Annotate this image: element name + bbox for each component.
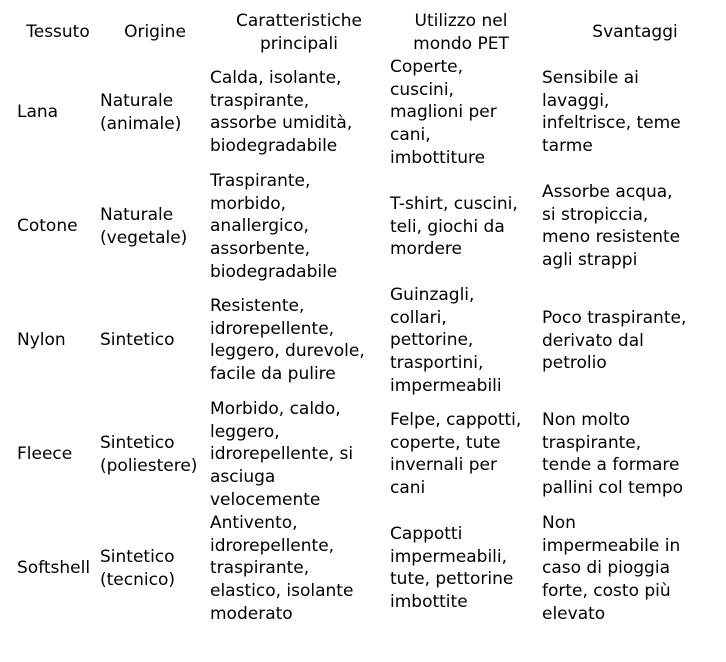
row-cotone-caratteristiche: Traspirante, morbido, anallergico, assorbente, biodegradabile (210, 171, 338, 282)
row-lana-svantaggi: Sensibile ai lavaggi, infeltrisce, teme tarme (542, 68, 681, 157)
header-origine: Origine (124, 22, 186, 42)
row-cotone-tessuto: Cotone (17, 216, 78, 236)
row-nylon-caratteristiche: Resistente, idrorepellente, leggero, durevole, facile da pulire (210, 296, 365, 385)
row-nylon-tessuto: Nylon (17, 330, 66, 350)
row-fleece-svantaggi: Non molto traspirante, tende a formare pallini col tempo (542, 410, 684, 499)
row-lana-caratteristiche: Calda, isolante, traspirante, assorbe umidità, biodegradabile (210, 68, 353, 157)
row-cotone-utilizzo: T-shirt, cuscini, teli, giochi da mordere (390, 194, 518, 260)
row-nylon-origine: Sintetico (100, 330, 175, 350)
row-nylon-utilizzo: Guinzagli, collari, pettorine, trasportini, impermeabili (390, 285, 502, 396)
header-caratteristiche: Caratteristiche principali (235, 11, 363, 54)
row-fleece-utilizzo: Felpe, cappotti, coperte, tute invernali per cani (390, 410, 522, 499)
header-tessuto: Tessuto (26, 22, 90, 42)
row-fleece-origine: Sintetico (poliestere) (100, 433, 198, 476)
row-fleece-caratteristiche: Morbido, caldo, leggero, idrorepellente, si asciuga velocemente (210, 399, 354, 510)
row-softshell-caratteristiche: Antivento, idrorepellente, traspirante, elastico, isolante moderato (210, 513, 354, 624)
row-softshell-tessuto: Softshell (17, 558, 91, 578)
row-softshell-utilizzo: Cappotti impermeabili, tute, pettorine imbottite (390, 524, 514, 613)
row-cotone-svantaggi: Assorbe acqua, si stropiccia, meno resistente agli strappi (542, 182, 681, 271)
row-softshell-svantaggi: Non impermeabile in caso di pioggia forte, costo più elevato (542, 513, 681, 624)
row-softshell-origine: Sintetico (tecnico) (100, 547, 175, 590)
row-lana-origine: Naturale (animale) (100, 91, 182, 134)
row-nylon-svantaggi: Poco traspirante, derivato dal petrolio (542, 308, 687, 374)
header-utilizzo: Utilizzo nel mondo PET (413, 11, 509, 54)
row-fleece-tessuto: Fleece (17, 444, 73, 464)
row-cotone-origine: Naturale (vegetale) (100, 205, 188, 248)
header-svantaggi: Svantaggi (592, 22, 678, 42)
row-lana-utilizzo: Coperte, cuscini, maglioni per cani, imbottiture (390, 57, 497, 168)
row-lana-tessuto: Lana (17, 102, 59, 122)
